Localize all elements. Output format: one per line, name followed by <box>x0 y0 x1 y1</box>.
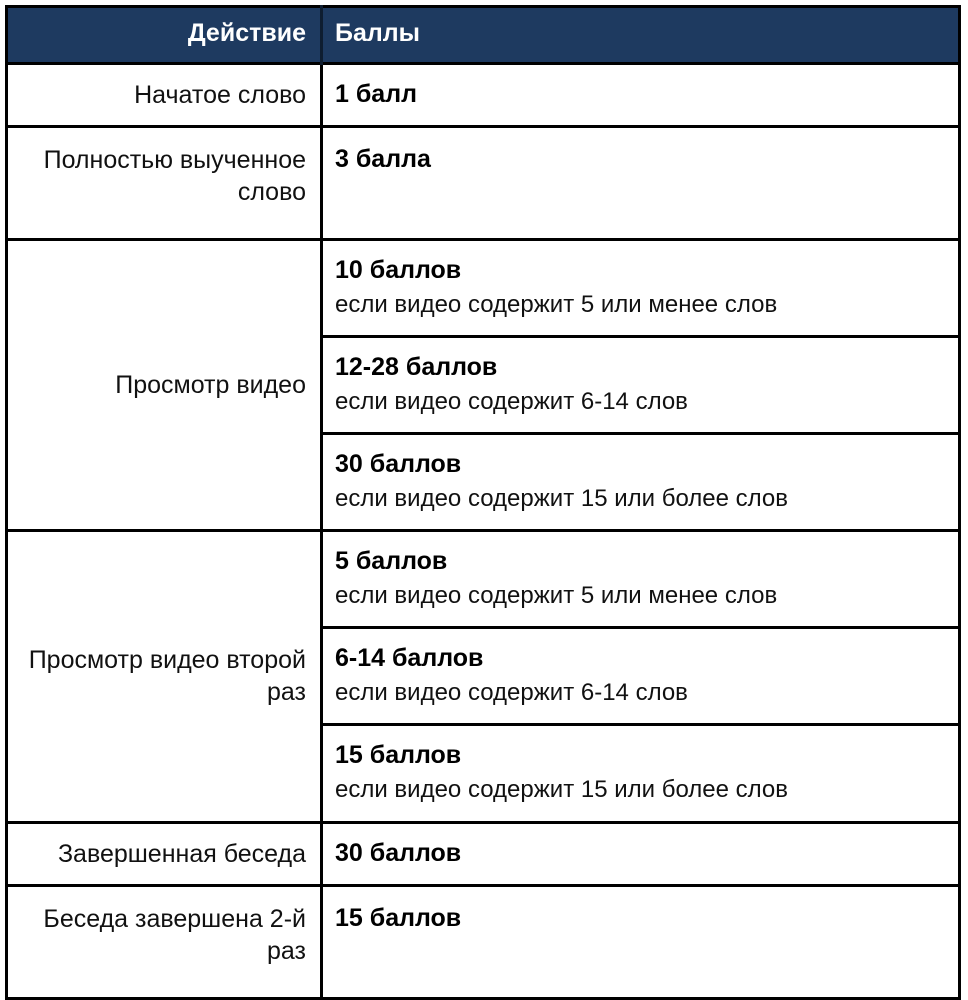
points-cell <box>322 126 960 239</box>
points-sub-row <box>323 626 958 723</box>
points-amount: 3 балла <box>335 144 431 173</box>
points-cell <box>322 822 960 885</box>
points-sub-list <box>323 241 958 530</box>
action-cell: Беседа завершена 2-й раз <box>7 885 322 998</box>
points-sub-row <box>323 532 958 626</box>
points-amount: 30 баллов <box>335 449 462 478</box>
column-header-points: Баллы <box>322 7 960 64</box>
table-row <box>7 885 960 998</box>
points-amount: 5 баллов <box>335 547 448 576</box>
action-cell: Полностью выученное слово <box>7 126 322 239</box>
table-row <box>7 63 960 126</box>
action-cell: Начатое слово <box>7 63 322 126</box>
points-sub-row <box>323 241 958 335</box>
action-cell: Просмотр видео <box>7 239 322 531</box>
points-sub-row <box>323 432 958 529</box>
points-condition: если видео содержит 6-14 слов <box>335 679 688 707</box>
table-header-row <box>7 7 960 64</box>
column-header-action: Действие <box>7 7 322 64</box>
table-row <box>7 531 960 823</box>
points-cell <box>322 63 960 126</box>
table-row <box>7 239 960 531</box>
points-cell <box>322 885 960 998</box>
points-amount: 6-14 баллов <box>335 644 484 673</box>
points-amount: 30 баллов <box>335 838 462 867</box>
table-body <box>7 63 960 998</box>
table-head <box>7 7 960 64</box>
action-cell: Завершенная беседа <box>7 822 322 885</box>
table-row <box>7 126 960 239</box>
points-cell <box>322 531 960 823</box>
points-sub-row <box>323 335 958 432</box>
points-amount: 15 баллов <box>335 903 462 932</box>
points-condition: если видео содержит 15 или более слов <box>335 776 789 804</box>
points-amount: 15 баллов <box>335 741 462 770</box>
points-sub-row <box>323 723 958 820</box>
table-row <box>7 822 960 885</box>
points-table <box>5 5 961 1000</box>
points-condition: если видео содержит 5 или менее слов <box>335 290 778 318</box>
points-sub-list <box>323 532 958 821</box>
action-cell: Просмотр видео второй раз <box>7 531 322 823</box>
points-condition: если видео содержит 5 или менее слов <box>335 582 778 610</box>
points-amount: 12-28 баллов <box>335 352 498 381</box>
points-amount: 10 баллов <box>335 255 462 284</box>
points-cell <box>322 239 960 531</box>
points-condition: если видео содержит 6-14 слов <box>335 387 688 415</box>
points-condition: если видео содержит 15 или более слов <box>335 484 789 512</box>
points-amount: 1 балл <box>335 79 417 108</box>
